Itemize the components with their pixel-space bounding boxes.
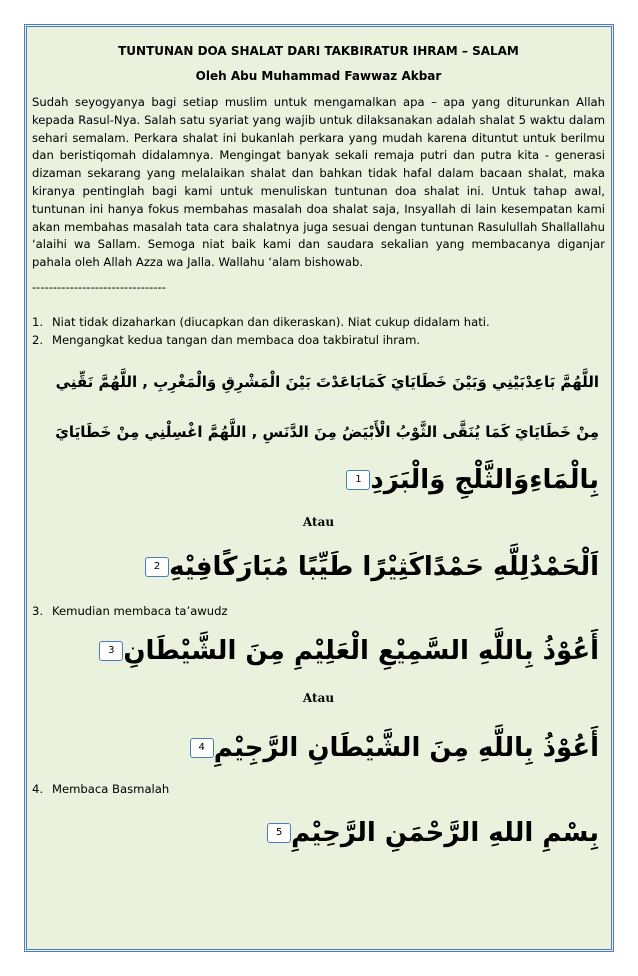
atau-label-2: Atau	[302, 691, 335, 705]
step-4-number: 4.	[32, 782, 44, 796]
document-content	[32, 28, 605, 848]
step-4	[32, 781, 169, 797]
step-1-number: 1.	[32, 315, 44, 329]
dua-iftitah-line-1: اللَّهُمَّ بَاعِدْبَيْنِي وَبَيْنَ خَطَايَايَ كَمَابَاعَدْتَ بَيْنَ الْمَشْرِقِ وَالْمَغْرِبِ , اللَّهُمَّ نَقِّنِي	[55, 373, 599, 391]
taawudz-1-text: أَعُوْذُ بِاللَّهِ السَّمِيْعِ الْعَلِيْمِ مِنَ الشَّيْطَانِ	[123, 635, 599, 666]
step-3-text: Kemudian membaca ta’awudz	[52, 604, 228, 618]
step-2-number: 2.	[32, 333, 44, 347]
dua-iftitah-line-2: مِنْ خَطَايَايَ كَمَا يُنَقَّى الثَّوْبُ الْأَبْيَضُ مِنَ الدَّنَسِ , اللَّهُمَّ اغْسِلْنِي مِنْ خَطَايَايَ	[55, 423, 599, 441]
intro-paragraph: Sudah seyogyanya bagi setiap muslim untuk mengamalkan apa – apa yang diturunkan Allah kepada Rasul-Nya. Salah satu syariat yang wajib untuk dilaksanakan adalah shalat 5 waktu dalam sehari semalam. Perkara shalat ini bukanlah perkara yang mudah karena dituntut untuk berilmu dan beristiqomah didalamnya. Mengingat banyak sekali remaja putri dan putra kita - generasi dizaman sekarang yang melalaikan shalat dan bahkan tidak hafal dalam bacaan shalat, maka kiranya pentinglah bagi kami untuk menuliskan tuntunan doa shalat ini. Untuk tahap awal, tuntunan ini hanya fokus membahas masalah doa shalat saja, Insyallah di lain kesempatan kami akan membahas masalah tata cara shalatnya juga sesuai dengan tuntunan Rasulullah Shallallahu ‘alaihi wa Sallam. Semoga niat baik kami dan saudara sekalian yang membacanya diganjar pahala oleh Allah Azza wa Jalla. Wallahu ‘alam bishowab.	[32, 95, 605, 270]
basmalah-text: بِسْمِ اللهِ الرَّحْمَنِ الرَّحِيْمِ	[291, 817, 599, 848]
reference-number-1: 1	[346, 470, 370, 490]
step-2-text: Mengangkat kedua tangan dan membaca doa takbiratul ihram.	[52, 333, 421, 347]
dua-iftitah-line-3	[338, 461, 599, 498]
dua-alhamdulillah-text: اَلْحَمْدُلِلَّهِ حَمْدًاكَثِيْرًا طَيِّبًا مُبَارَكًافِيْهِ	[169, 551, 599, 582]
reference-number-2: 2	[145, 557, 169, 577]
step-2	[32, 332, 420, 348]
taawudz-2	[182, 729, 599, 766]
document-author: Oleh Abu Muhammad Fawwaz Akbar	[195, 69, 442, 83]
step-4-text: Membaca Basmalah	[52, 782, 170, 796]
taawudz-2-text: أَعُوْذُ بِاللَّهِ مِنَ الشَّيْطَانِ الرَّجِيْمِ	[213, 732, 599, 763]
dua-iftitah-line-3-text: بِالْمَاءِوَالثَّلْجِ وَالْبَرَدِ	[370, 464, 599, 495]
step-1-text: Niat tidak dizaharkan (diucapkan dan dikeraskan). Niat cukup didalam hati.	[52, 315, 490, 329]
step-1	[32, 314, 490, 330]
reference-number-3: 3	[99, 641, 123, 661]
step-3	[32, 603, 228, 619]
reference-number-4: 4	[190, 738, 214, 758]
document-title: TUNTUNAN DOA SHALAT DARI TAKBIRATUR IHRAM – SALAM	[118, 44, 519, 58]
basmalah	[259, 814, 599, 851]
taawudz-1	[91, 632, 599, 669]
atau-label-1: Atau	[302, 515, 335, 529]
dua-alhamdulillah	[137, 548, 599, 585]
step-3-number: 3.	[32, 604, 44, 618]
separator-line: --------------------------------	[32, 279, 166, 294]
reference-number-5: 5	[267, 823, 291, 843]
